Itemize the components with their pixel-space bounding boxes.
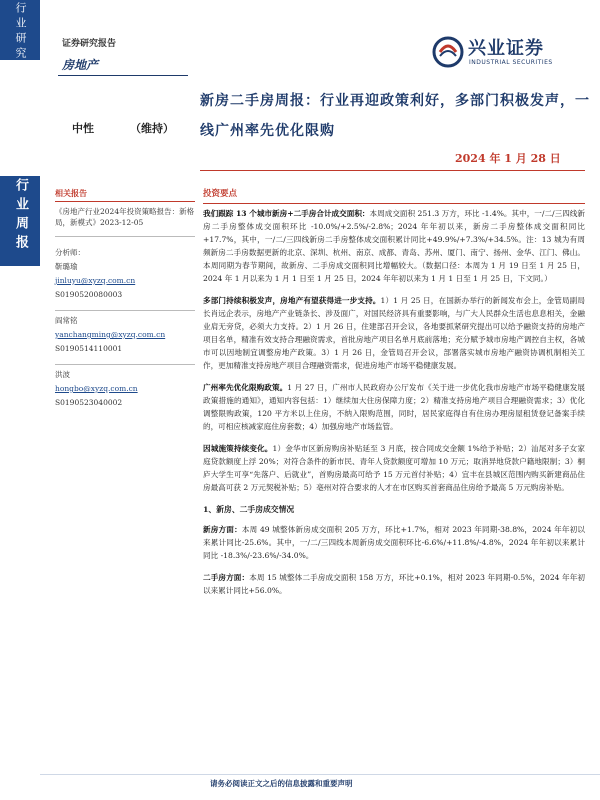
logo-mark-icon (432, 36, 464, 68)
paragraph-body: 本周成交面积 251.3 万方，环比 -1.4%。其中，一/二/三四线新房二手房整体成交面积环比 -10.0%/+2.5%/-2.8%；2024 年年初以来，新房二手房整体成交面积同比+17.7%，其中，一/二/三四线新房二手房整体成交面积累计同比+49.9%/+7.3%/+34.5%。注：13 城为有周频新房二手房数据更新的北京、深圳、杭州、南京、成都、青岛、苏州、厦门、南宁、扬州、金华、江门、佛山。本周同期为春节期间，故新房、二手房成交面积同比增幅较大。（数据口径：本周为 1 月 19 日至 1 月 25 日，2024 年 1 月以来为 1 月 1 日至 1 月 25 日，2024 年年初以来为 1 月 1 日至 1 月 25 日，下文同。） (203, 209, 585, 283)
paragraph-lead: 多部门持续积极发声，房地产有望获得进一步支持。 (203, 296, 381, 305)
paragraph-second-hand (203, 571, 585, 597)
report-title: 新房二手房周报：行业再迎政策利好，多部门积极发声，一线广州率先优化限购 (200, 93, 590, 139)
paragraph-lead: 广州率先优化限购政策。 (203, 383, 288, 392)
main-content (203, 188, 585, 606)
analyst-divider (55, 364, 195, 365)
rating-note: （维持） (130, 122, 174, 135)
analyst-email[interactable]: yanchangming@xyzq.com.cn (55, 330, 166, 339)
paragraph-lead: 新房方面： (203, 525, 242, 534)
report-date: 2024 年 1 月 28 日 (455, 152, 561, 165)
analyst-name: 靳璐瑜 (55, 262, 78, 271)
side-band-top-text: 行业研究 (14, 2, 27, 62)
paragraph-policy-support (203, 294, 585, 372)
date-divider (200, 170, 585, 171)
section-heading: 1、新房、二手房成交情况 (203, 505, 295, 514)
paragraph-guangzhou (203, 381, 585, 433)
analyst-cert: S0190514110001 (55, 344, 123, 353)
analyst-cert: S0190520080003 (55, 290, 123, 299)
analyst-divider (55, 310, 195, 311)
analyst-name: 洪波 (55, 370, 70, 379)
paragraph-lead: 我们跟踪 13 个城市新房+二手房合计成交面积： (203, 209, 370, 218)
paragraph-body: 本周 15 城整体二手房成交面积 158 万方，环比+0.1%，相对 2023 年同期-0.5%，2024 年年初以来累计同比+56.0%。 (203, 573, 586, 595)
analyst-cert: S0190523040002 (55, 398, 123, 407)
analyst-label: 分析师： (55, 248, 85, 257)
analyst-email[interactable]: hongbo@xyzq.com.cn (55, 384, 138, 393)
related-reports-heading: 相关报告 (55, 188, 195, 202)
sector-divider (58, 75, 188, 76)
logo-name: 兴业证券 (468, 38, 544, 59)
rating-label: 中性 (72, 122, 94, 135)
report-type: 证券研究报告 (62, 39, 117, 49)
company-logo (432, 34, 582, 74)
analyst-email[interactable]: jinluyu@xyzq.com.cn (55, 276, 136, 285)
analyst-name: 阎常铭 (55, 316, 78, 325)
paragraph-new-homes (203, 523, 585, 562)
paragraph-body: 1 月 27 日，广州市人民政府办公厅发布《关于进一步优化我市房地产市场平稳健康发展政策措施的通知》，通知内容包括：1）继续加大住房保障力度；2）精准支持房地产项目合理融资需求；3）优化调整限购政策，120 平方米以上住房，不纳入限购范围，同时，居民家庭得自有住房办理房屋租赁登记备案手续的，可相应核减家庭住房套数；4）加强房地产市场监管。 (203, 383, 586, 431)
paragraph-body: 1）1 月 25 日，在国新办举行的新闻发布会上，金管局副局长肖远企表示，房地产产业链条长、涉及面广，对国民经济具有重要影响，与广大人民群众生活也息息相关，金融业肩无旁贷，必须大力支持。2）1 月 26 日，住建部召开会议，各地要抓紧研究提出可以给予融资支持的房地产项目名单，精准有效支持合理融资需求，首批房地产项目名单月底前落地；充分赋予城市房地产调控自主权，各城市可以因地制宜调整房地产政策。3）1 月 26 日，金管局召开会议，部署落实城市房地产融资协调机制相关工作，更加精准支持房地产项目合理融资需求，促进房地产市场平稳健康发展。 (203, 296, 585, 370)
paragraph-body: 1）金华市区新房购房补贴延至 3 月底，按合同成交金额 1%给予补贴；2）汕尾对多子女家庭贷款额度上浮 20%；对符合条件的新市民、青年人贷款额度可增加 10 万元；取消异地贷款户籍地限制；3）桐庐大学生可享“先落户、后就业”，首购房最高可给予 15 万元首付补贴；4）宜丰在县城区范围内购买新建商品住房最高可获 2 万元契税补贴；5）亳州对符合要求的人才在市区购买首套商品住房给予最高 5 万元购房补贴。 (203, 444, 586, 492)
paragraph-volume (203, 207, 585, 285)
side-band-industry-text: 行业周报 (13, 178, 28, 254)
sector-label: 房地产 (62, 58, 99, 72)
disclaimer-footer: 请务必阅读正文之后的信息披露和重要声明 (210, 779, 353, 788)
paragraph-body: 本周 49 城整体新房成交面积 205 万方，环比+1.7%，相对 2023 年同期-38.8%，2024 年年初以来累计同比-25.6%。其中，一/二/三四线本周新房成交面积环比-6.6%/+11.8%/-4.8%，2024 年年初以来累计同比 -18.3%/-23.6%/-34.0%。 (203, 525, 586, 560)
paragraph-city-policies (203, 442, 585, 494)
related-report-link[interactable]: 《房地产行业2024年投资策略报告：新格局，新模式》2023-12-05 (55, 206, 195, 237)
paragraph-lead: 因城施策持续变化。 (203, 444, 273, 453)
footer-divider (40, 774, 600, 775)
left-sidebar (55, 188, 195, 418)
key-points-heading: 投资要点 (203, 188, 585, 204)
paragraph-lead: 二手房方面： (203, 573, 250, 582)
logo-english-name: INDUSTRIAL SECURITIES (469, 59, 553, 66)
